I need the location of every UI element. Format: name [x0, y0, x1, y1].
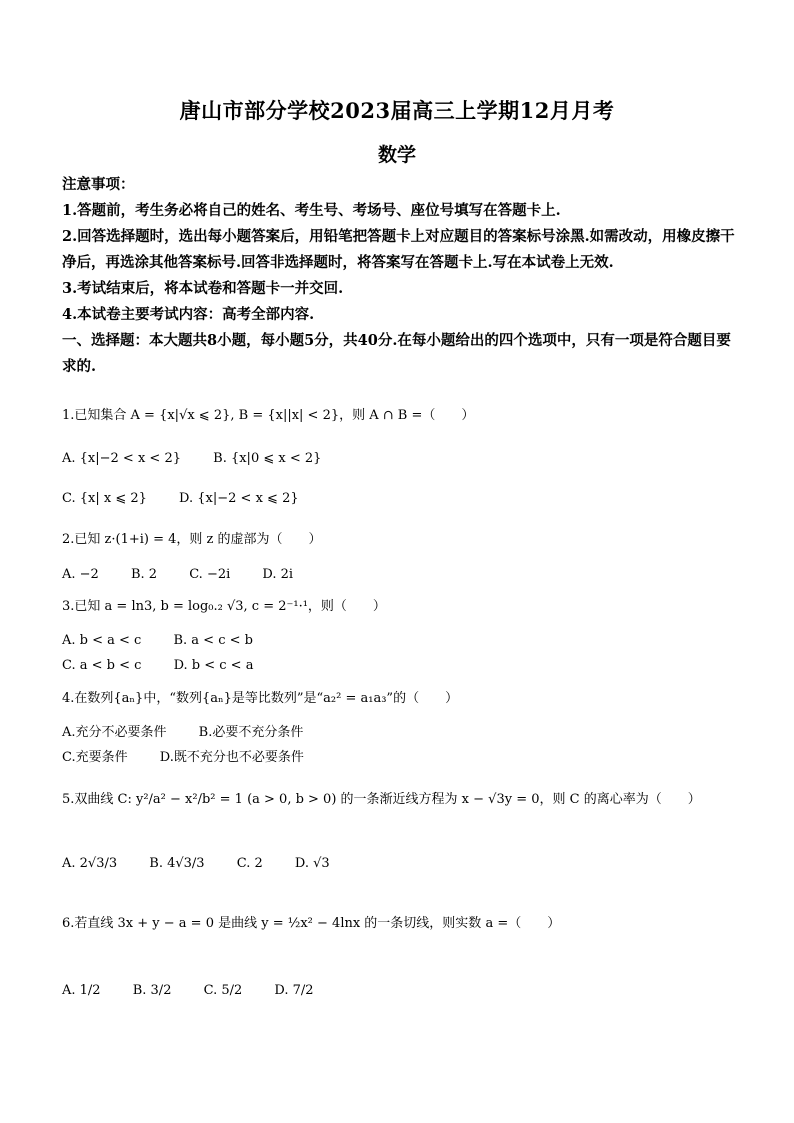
option-d: D. {x|−2 < x ⩽ 2}	[179, 491, 299, 506]
question-6-stem: 6.若直线 3x + y − a = 0 是曲线 y = ½x² − 4lnx 的一条切线，则实数 a =（ ）	[62, 916, 561, 931]
question-1-stem: 1.已知集合 A = {x|√x ⩽ 2}, B = {x||x| < 2}，则 A ∩ B =（ ）	[62, 408, 475, 423]
option-a: A. 1/2	[62, 983, 101, 998]
option-b: B. a < c < b	[173, 633, 253, 648]
question-5-options	[62, 855, 358, 873]
option-d: D. 2i	[262, 567, 294, 582]
option-c: C. {x| x ⩽ 2}	[62, 491, 147, 506]
option-d: D.既不充分也不必要条件	[159, 750, 304, 765]
option-b: B. 2	[130, 567, 158, 582]
exam-title: 唐山市部分学校2023届高三上学期12月月考	[179, 98, 615, 123]
option-b: B. {x|0 ⩽ x < 2}	[213, 451, 322, 466]
option-d: D. b < c < a	[173, 658, 254, 673]
option-d: D. √3	[294, 856, 330, 871]
instruction-item: 2.回答选择题时，选出每小题答案后，用铅笔把答题卡上对应题目的答案标号涂黑.如需改动，用橡皮擦干净后，再选涂其他答案标号.回答非选择题时，将答案写在答题卡上.写在本试卷上无效.	[62, 228, 735, 271]
section-heading: 一、选择题：本大题共8小题，每小题5分，共40分.在每小题给出的四个选项中，只有一项是符合题目要求的.	[62, 332, 731, 375]
option-a: A. b < a < c	[62, 633, 142, 648]
question-6-options	[62, 982, 342, 1000]
question-2-options	[62, 566, 321, 584]
option-c: C. 2	[236, 856, 263, 871]
question-1-options	[62, 450, 349, 468]
instruction-item: 3.考试结束后，将本试卷和答题卡一并交回.	[62, 280, 344, 297]
option-c: C. 5/2	[203, 983, 243, 998]
question-4-options-2	[62, 749, 332, 767]
instructions	[62, 172, 742, 380]
option-a: A. {x|−2 < x < 2}	[62, 451, 181, 466]
option-c: C.充要条件	[62, 750, 128, 765]
question-2-stem: 2.已知 z·(1+i) = 4，则 z 的虚部为（ ）	[62, 532, 322, 547]
question-3-options-2	[62, 657, 281, 675]
question-3-stem: 3.已知 a = ln3, b = log₀.₂ √3, c = 2⁻¹·¹，则（ ）	[62, 599, 386, 614]
option-a: A.充分不必要条件	[62, 725, 167, 740]
instruction-item: 1.答题前，考生务必将自己的姓名、考生号、考场号、座位号填写在答题卡上.	[62, 202, 561, 219]
option-b: B. 4√3/3	[149, 856, 205, 871]
instruction-item: 4.本试卷主要考试内容：高考全部内容.	[62, 306, 315, 323]
option-a: A. −2	[62, 567, 99, 582]
option-a: A. 2√3/3	[62, 856, 118, 871]
question-5-stem: 5.双曲线 C: y²/a² − x²/b² = 1 (a > 0, b > 0) 的一条渐近线方程为 x − √3y = 0，则 C 的离心率为（ ）	[62, 792, 701, 807]
exam-subject: 数学	[377, 144, 416, 166]
option-b: B. 3/2	[132, 983, 172, 998]
option-b: B.必要不充分条件	[198, 725, 304, 740]
question-3-options	[62, 632, 281, 650]
question-1-options-2	[62, 490, 327, 508]
option-c: C. −2i	[189, 567, 231, 582]
question-4-stem: 4.在数列{aₙ}中，“数列{aₙ}是等比数列”是“a₂² = a₁a₃”的（ ）	[62, 691, 459, 706]
question-4-options	[62, 724, 331, 742]
instructions-heading: 注意事项：	[62, 176, 135, 193]
option-d: D. 7/2	[274, 983, 314, 998]
option-c: C. a < b < c	[62, 658, 142, 673]
